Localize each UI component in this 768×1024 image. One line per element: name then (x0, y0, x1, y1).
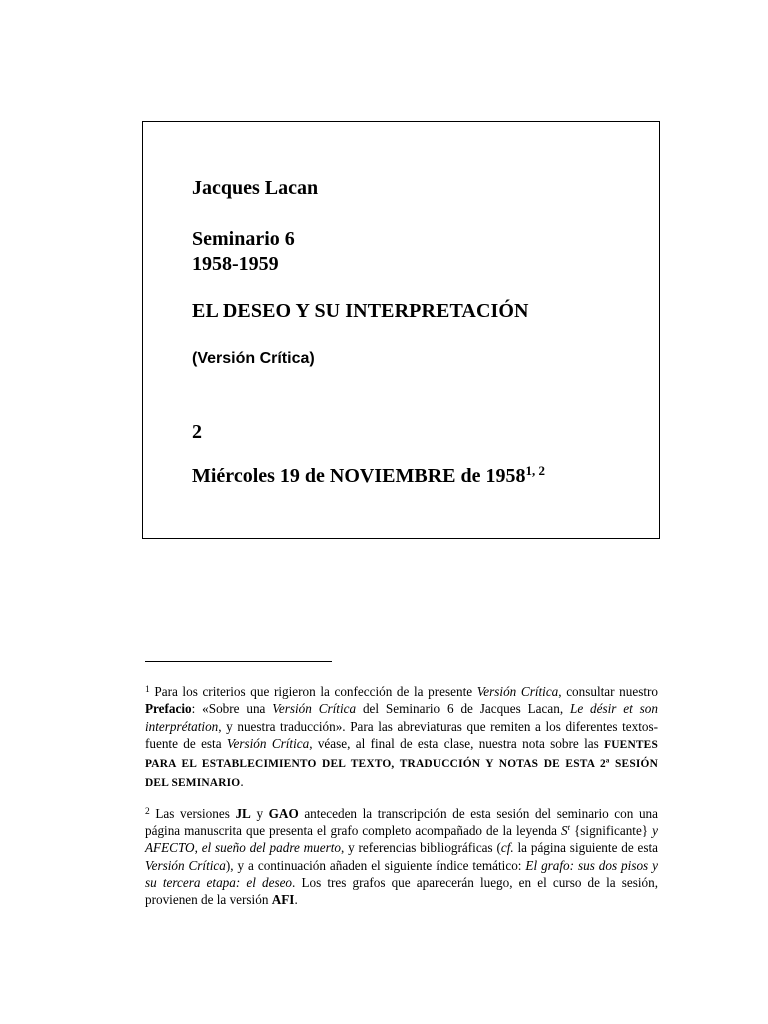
footnote-italic: Le désir et son interprétation (145, 701, 658, 734)
session-date (192, 465, 545, 488)
footnote-italic: Versión Crítica (272, 701, 357, 717)
footnote-smallcaps: FUENTES PARA EL ESTABLECIMIENTO DEL TEXTO, TRADUCCIÓN Y NOTAS DE ESTA 2ª SESIÓN DEL SEMINARIO (145, 738, 658, 790)
footnotes (145, 683, 658, 921)
session-number: 2 (192, 421, 202, 443)
footnote-bold: Prefacio (145, 701, 192, 717)
footnote-superscript: t (567, 822, 570, 833)
footnote-bold: GAO (268, 805, 299, 821)
footnote-italic: Versión Crítica (145, 857, 226, 873)
footnote-text: , consultar nuestro (558, 684, 658, 699)
footnote-italic: y AFECTO (145, 823, 658, 856)
footnote-separator (145, 661, 332, 662)
seminar-number: Seminario 6 (192, 228, 295, 250)
footnote-text: , véase, al final de esta clase, nuestra nota sobre las (309, 735, 605, 751)
footnote-text: , y referencias bibliográficas ( (341, 840, 501, 856)
footnote-text: . (294, 892, 298, 908)
footnote-italic: cf. (500, 840, 514, 856)
title-box (142, 121, 660, 539)
footnote-text: {significante} (569, 823, 653, 839)
seminar-years: 1958-1959 (192, 253, 279, 275)
footnote-text: Las versiones (149, 805, 236, 821)
footnote-bold: AFI (271, 892, 295, 908)
footnote-text: . (240, 774, 244, 790)
footnote-italic: El grafo: sus dos pisos y su tercera etapa: el deseo (145, 857, 658, 890)
footnote-text: la página siguiente de esta (513, 840, 658, 856)
footnote-text: y (250, 805, 269, 821)
footnote-2 (145, 805, 658, 909)
version-label: (Versión Crítica) (192, 350, 315, 367)
seminar-heading (192, 227, 295, 277)
footnote-ref[interactable]: 1, 2 (525, 463, 545, 478)
footnote-text: Para los criterios que rigieron la confección de la presente (149, 684, 477, 699)
footnote-text: del Seminario 6 de Jacques Lacan, (356, 701, 570, 717)
footnote-bold: JL (235, 805, 251, 821)
footnote-text: anteceden la transcripción de esta sesión del seminario con una página manuscrita que presenta el grafo completo acompañado de la leyenda (145, 805, 659, 839)
footnote-italic: Versión Crítica (226, 735, 310, 751)
footnote-text: ), y a continuación añaden el siguiente índice temático: (225, 857, 526, 873)
author-name: Jacques Lacan (192, 177, 319, 199)
footnote-marker: 1 (145, 685, 150, 695)
footnote-1 (145, 683, 658, 793)
footnote-text: , (194, 840, 202, 856)
footnote-text: , y nuestra traducción». Para las abreviaturas que remiten a los diferentes textos-fuente de esta (145, 718, 658, 751)
footnote-text: : «Sobre una (191, 701, 273, 717)
footnote-italic: S (560, 823, 568, 839)
footnote-italic: Versión Crítica (476, 684, 559, 699)
session-date-text: Miércoles 19 de NOVIEMBRE de 1958 (192, 465, 526, 487)
footnote-marker: 2 (145, 806, 150, 817)
footnote-text: . Los tres grafos que aparecerán luego, en el curso de la sesión, provienen de la versión (145, 874, 658, 908)
main-title: EL DESEO Y SU INTERPRETACIÓN (192, 300, 529, 322)
footnote-italic: el sueño del padre muerto (201, 840, 341, 856)
